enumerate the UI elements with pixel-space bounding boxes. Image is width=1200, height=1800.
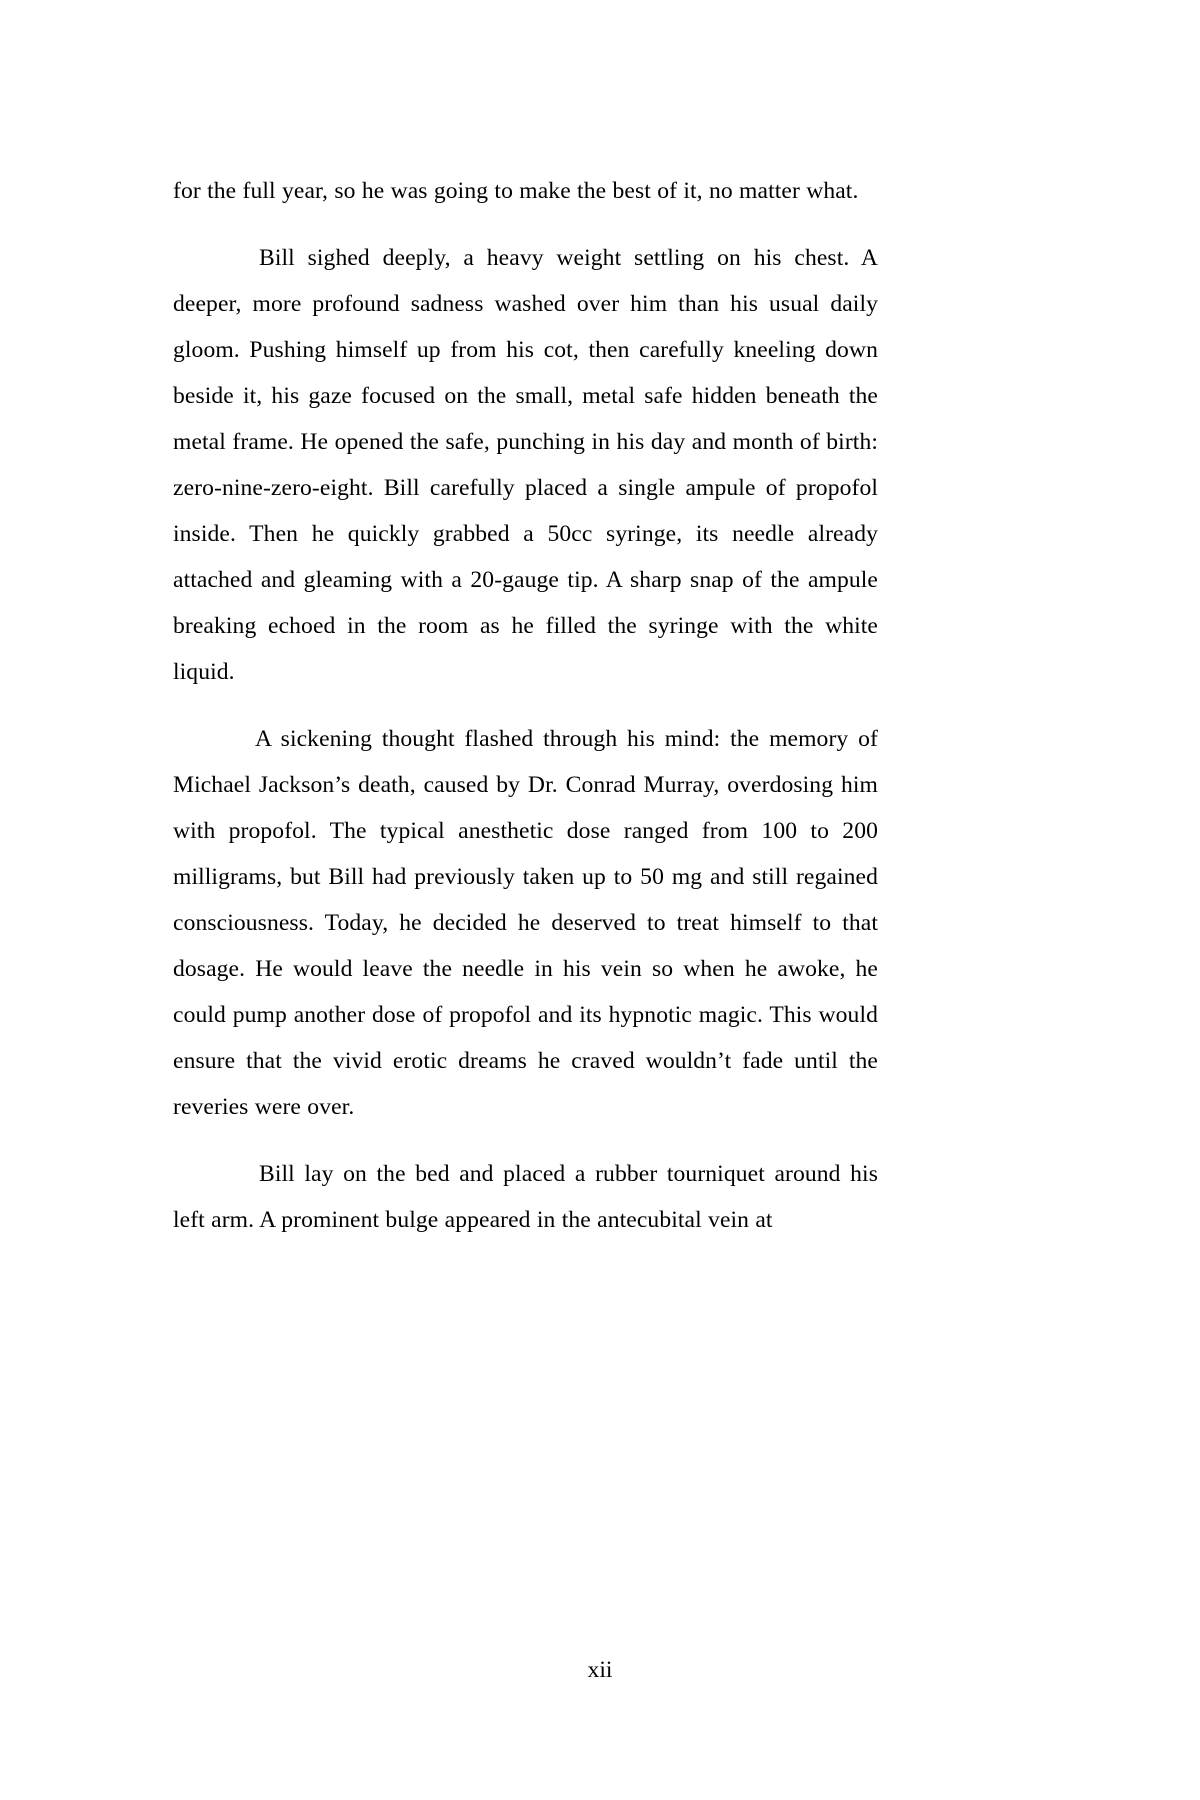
paragraph-4: Bill lay on the bed and placed a rubber tourniquet around his left arm. A prominent bulge appeared in the antecubital vein at [173,1161,878,1233]
page-body-text [173,168,878,1243]
paragraph-3: A sickening thought flashed through his mind: the memory of Michael Jackson’s death, caused by Dr. Conrad Murray, overdosing him with propofol. The typical anesthetic dose ranged from 100 to 200 milligrams, but Bill had previously taken up to 50 mg and still regained consciousness. Today, he decided he deserved to treat himself to that dosage. He would leave the needle in his vein so when he awoke, he could pump another dose of propofol and its hypnotic magic. This would ensure that the vivid erotic dreams he craved wouldn’t fade until the reveries were over. [173,726,878,1120]
page-number: xii [587,1657,613,1683]
paragraph-2: Bill sighed deeply, a heavy weight settling on his chest. A deeper, more profound sadness washed over him than his usual daily gloom. Pushing himself up from his cot, then carefully kneeling down beside it, his gaze focused on the small, metal safe hidden beneath the metal frame. He opened the safe, punching in his day and month of birth: zero-nine-zero-eight. Bill carefully placed a single ampule of propofol inside. Then he quickly grabbed a 50cc syringe, its needle already attached and gleaming with a 20-gauge tip. A sharp snap of the ampule breaking echoed in the room as he filled the syringe with the white liquid. [173,245,878,685]
paragraph-1: for the full year, so he was going to make the best of it, no matter what. [173,178,859,204]
